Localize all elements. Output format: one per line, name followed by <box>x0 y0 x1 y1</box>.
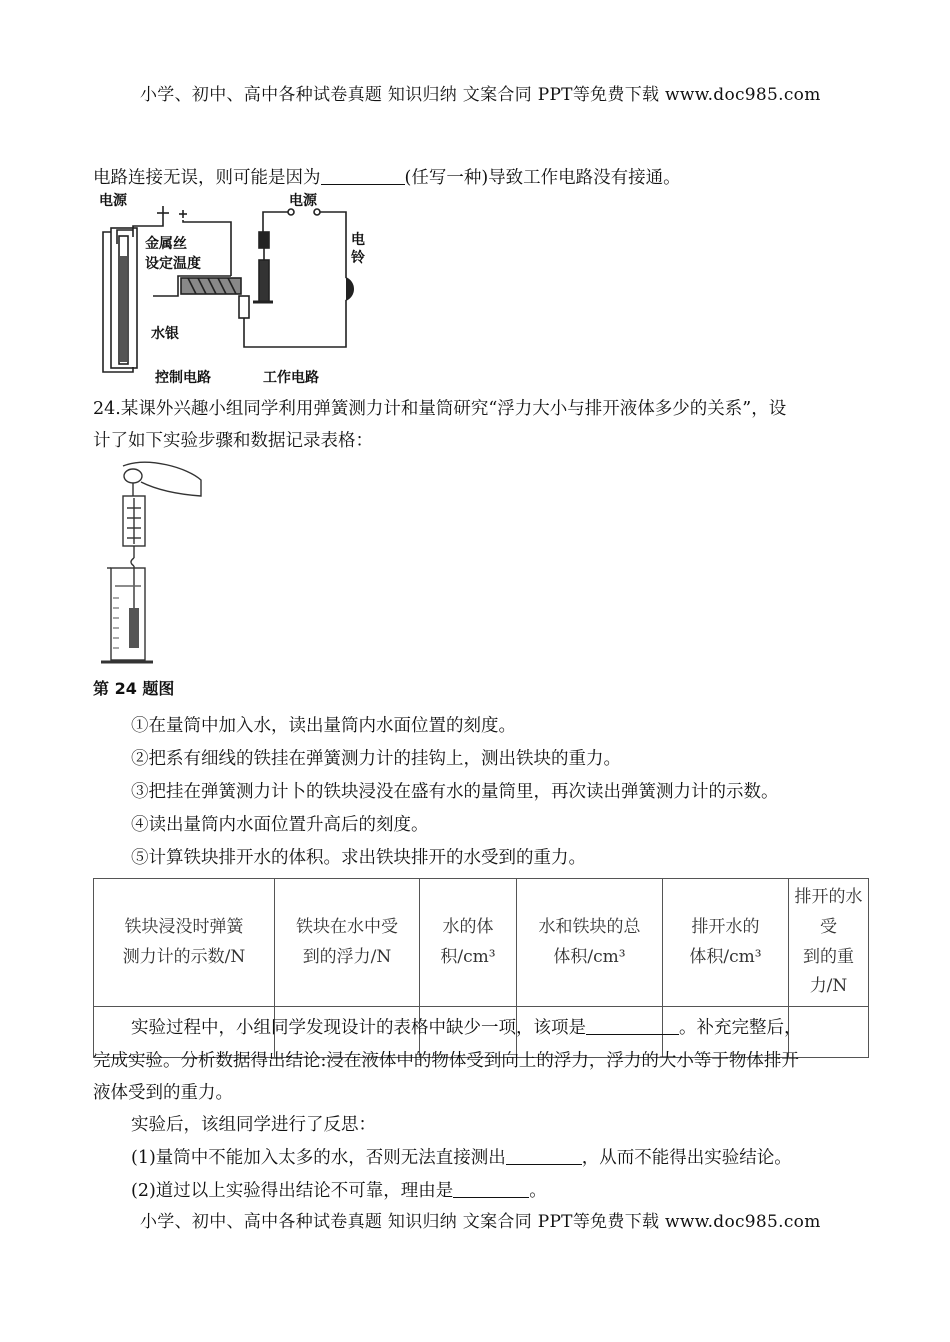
step-1: ①在量筒中加入水，读出量筒内水面位置的刻度。 <box>131 716 516 736</box>
table-header-cell: 排开水的 体积/cm³ <box>663 879 789 1007</box>
label-power-right: 电源 <box>289 193 317 209</box>
q24-intro-line-1: 24.某课外兴趣小组同学利用弹簧测力计和量筒研究“浮力大小与排开液体多少的关系”，设 <box>93 399 787 419</box>
label-control-circuit: 控制电路 <box>155 370 211 386</box>
label-mercury: 水银 <box>151 326 179 342</box>
table-header-cell: 水和铁块的总 体积/cm³ <box>517 879 663 1007</box>
label-power-left: 电源 <box>99 193 127 209</box>
para1-line-3: 液体受到的重力。 <box>93 1083 233 1103</box>
q23-text-before: 电路连接无误，则可能是因为 <box>93 168 321 188</box>
label-bell-top: 电 <box>351 232 365 248</box>
step-3: ③把挂在弹簧测力计卜的铁块浸没在盛有水的量筒里，再次读出弹簧测力计的示数。 <box>131 782 779 802</box>
mercury-column <box>120 256 127 362</box>
label-bell-bottom: 铃 <box>351 250 365 266</box>
answer-blank[interactable] <box>453 1182 529 1198</box>
step-5: ⑤计算铁块排开水的体积。求出铁块排开的水受到的重力。 <box>131 848 586 868</box>
circuit-figure <box>93 192 378 387</box>
table-header-cell: 排开的水受 到的重力/N <box>789 879 869 1007</box>
label-wire: 金属丝 <box>145 236 187 252</box>
iron-block <box>129 608 139 648</box>
answer-blank[interactable] <box>586 1019 679 1035</box>
reflection-1: (1)量筒中不能加入太多的水，否则无法直接测出 ，从而不能得出实验结论。 <box>131 1148 792 1168</box>
figure-caption: 第 24 题图 <box>93 679 175 698</box>
answer-blank[interactable] <box>506 1149 582 1165</box>
step-2: ②把系有细线的铁挂在弹簧测力计的挂钩上，测出铁块的重力。 <box>131 749 621 769</box>
q23-text-after: (任写一种)导致工作电路没有接通。 <box>404 168 681 188</box>
answer-blank[interactable] <box>321 169 405 185</box>
q23-tail-line <box>93 164 681 189</box>
table-header-row <box>94 879 869 1007</box>
page-header: 小学、初中、高中各种试卷真题 知识归纳 文案合同 PPT等免费下载 www.doc985.com <box>140 85 821 105</box>
label-work-circuit: 工作电路 <box>263 370 319 386</box>
table-header-cell: 铁块在水中受 到的浮力/N <box>275 879 420 1007</box>
para1-line-1: 实验过程中，小组同学发现设计的表格中缺少一项，该项是 。补充完整后， <box>131 1018 802 1038</box>
table-header-cell: 水的体 积/cm³ <box>420 879 517 1007</box>
para2: 实验后，该组同学进行了反思： <box>131 1115 376 1135</box>
label-set-temp: 设定温度 <box>145 256 201 272</box>
table-header-cell: 铁块浸没时弹簧 测力计的示数/N <box>94 879 275 1007</box>
spring-scale-figure <box>93 458 213 670</box>
reflection-2: (2)道过以上实验得出结论不可靠，理由是 。 <box>131 1181 547 1201</box>
q24-intro-line-2: 计了如下实验步骤和数据记录表格： <box>93 431 373 451</box>
page-footer: 小学、初中、高中各种试卷真题 知识归纳 文案合同 PPT等免费下载 www.doc985.com <box>140 1212 821 1232</box>
para1-line-2: 完成实验。分析数据得出结论:浸在液体中的物体受到向上的浮力，浮力的大小等于物体排开 <box>93 1051 799 1071</box>
step-4: ④读出量筒内水面位置升高后的刻度。 <box>131 815 429 835</box>
